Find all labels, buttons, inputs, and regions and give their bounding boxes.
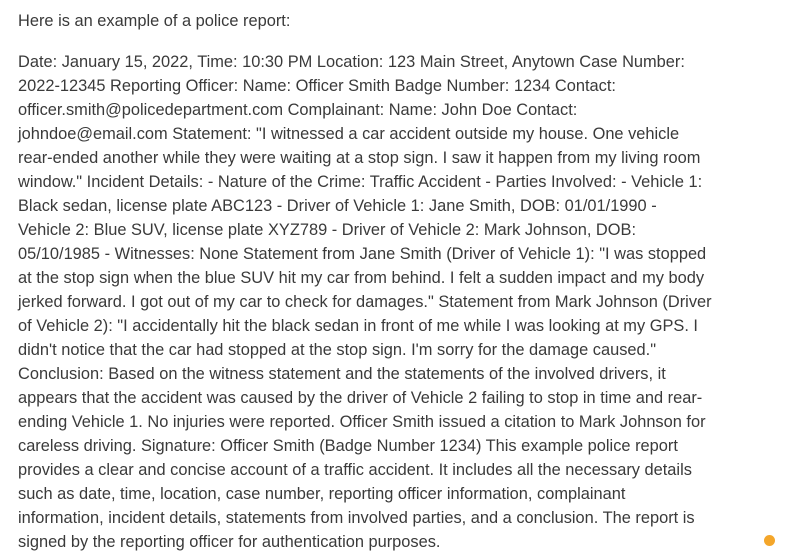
- report-line: Black sedan, license plate ABC123 - Driver of Vehicle 1: Jane Smith, DOB: 01/01/1990 -: [18, 197, 657, 215]
- report-line: ending Vehicle 1. No injuries were reported. Officer Smith issued a citation to Mark Johnson for: [18, 413, 706, 431]
- report-line: provides a clear and concise account of a traffic accident. It includes all the necessary details: [18, 461, 692, 479]
- intro-text: Here is an example of a police report:: [18, 12, 291, 30]
- report-line: window." Incident Details: - Nature of the Crime: Traffic Accident - Parties Involved: - Vehicle 1:: [18, 173, 703, 191]
- report-line: Conclusion: Based on the witness statement and the statements of the involved drivers, it: [18, 365, 666, 383]
- report-line: rear-ended another while they were waiting at a stop sign. I saw it happen from my living room: [18, 149, 701, 167]
- report-line: Vehicle 2: Blue SUV, license plate XYZ789 - Driver of Vehicle 2: Mark Johnson, DOB:: [18, 221, 636, 239]
- report-line: jerked forward. I got out of my car to check for damages." Statement from Mark Johnson (Driver: [18, 293, 712, 311]
- response-container: [18, 0, 782, 554]
- report-line: signed by the reporting officer for authentication purposes.: [18, 533, 441, 551]
- report-line: johndoe@email.com Statement: "I witnessed a car accident outside my house. One vehicle: [18, 125, 680, 143]
- report-line: didn't notice that the car had stopped at the stop sign. I'm sorry for the damage caused.": [18, 341, 657, 359]
- orange-dot-icon: [764, 535, 775, 546]
- report-line: officer.smith@policedepartment.com Complainant: Name: John Doe Contact:: [18, 101, 578, 119]
- report-line: information, incident details, statements from involved parties, and a conclusion. The report is: [18, 509, 695, 527]
- police-report-text: [18, 50, 782, 554]
- report-line: Date: January 15, 2022, Time: 10:30 PM Location: 123 Main Street, Anytown Case Number:: [18, 53, 685, 71]
- report-line: such as date, time, location, case number, reporting officer information, complainant: [18, 485, 626, 503]
- report-line: at the stop sign when the blue SUV hit my car from behind. I felt a sudden impact and my body: [18, 269, 705, 287]
- report-line: of Vehicle 2): "I accidentally hit the black sedan in front of me while I was looking at my GPS. I: [18, 317, 698, 335]
- report-line: appears that the accident was caused by the driver of Vehicle 2 failing to stop in time and rear-: [18, 389, 703, 407]
- report-line: 05/10/1985 - Witnesses: None Statement from Jane Smith (Driver of Vehicle 1): "I was stopped: [18, 245, 707, 263]
- report-line: 2022-12345 Reporting Officer: Name: Officer Smith Badge Number: 1234 Contact:: [18, 77, 616, 95]
- report-line: careless driving. Signature: Officer Smith (Badge Number 1234) This example police report: [18, 437, 678, 455]
